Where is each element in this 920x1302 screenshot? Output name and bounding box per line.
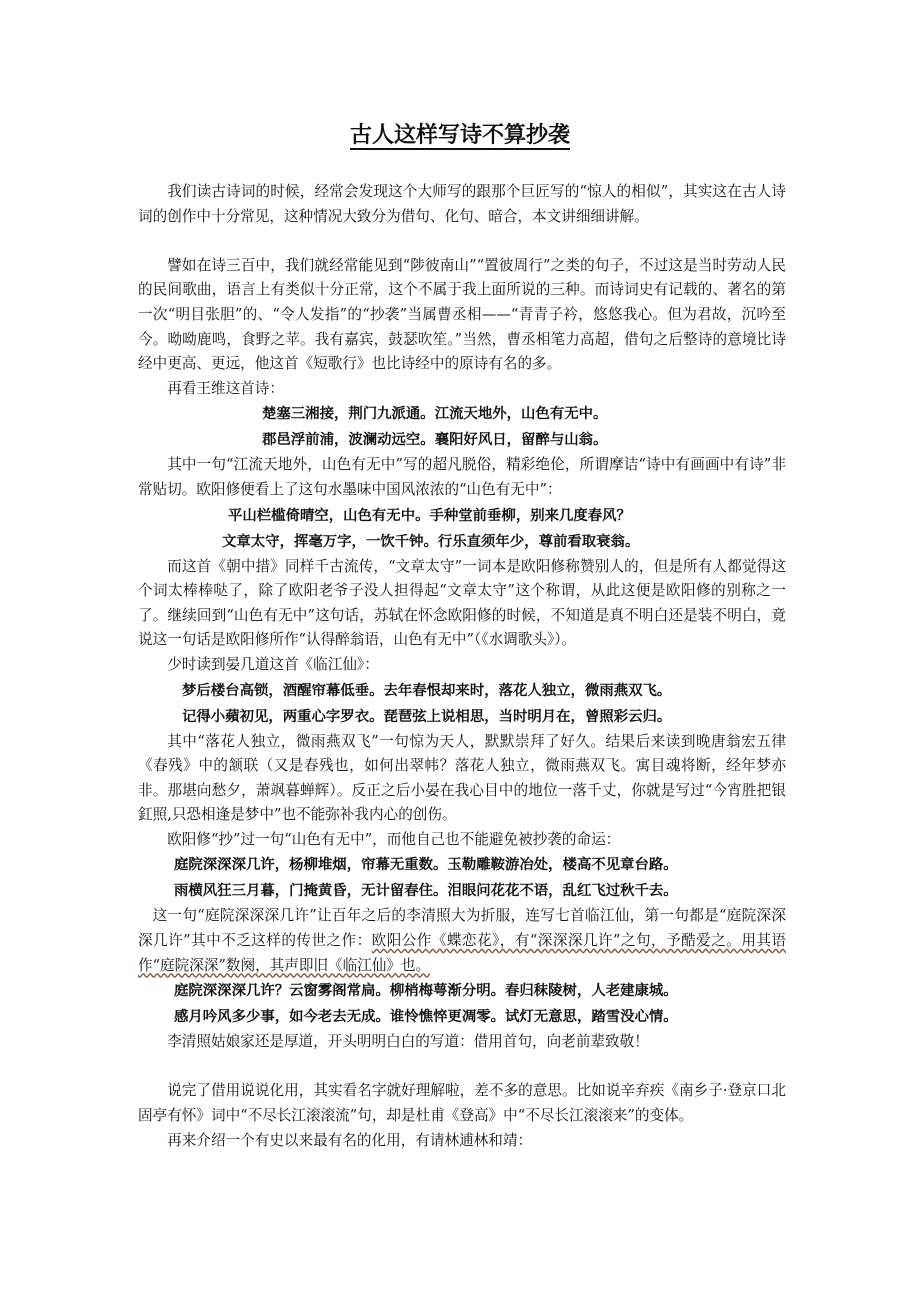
paragraph-yan-comment: 其中“落花人独立，微雨燕双飞”一句惊为天人，默默崇拜了好久。结果后来读到晚唐翁宏五律《春残》中的颔联（又是春残也，如何出翠帏？落花人独立，微雨燕双飞。寓目魂将断，经年梦亦非。那堪向愁夕，萧飒暮蝉辉）。反正之后小晏在我心目中的地位一落千丈，你就是写过“今宵胜把银釭照,只恐相逢是梦中”也不能弥补我内心的创伤。 bbox=[138, 732, 786, 824]
page-title bbox=[0, 118, 920, 149]
verse-line: 楚塞三湘接，荆门九派通。江流天地外，山色有无中。 bbox=[262, 406, 608, 423]
verse-line: 庭院深深深几许？云窗雾阁常扃。柳梢梅萼渐分明。春归秣陵树，人老建康城。 bbox=[174, 983, 678, 1000]
paragraph-huayong: 说完了借用说说化用，其实看名字就好理解啦，差不多的意思。比如说辛弃疾《南乡子·登京口北固亭有怀》词中“不尽长江滚滚流”句，却是杜甫《登高》中“不尽长江滚滚来”的变体。 bbox=[138, 1082, 786, 1125]
liqingzhao-quote: 欧阳公作《蝶恋花》，有“深深深几许”之句，予酷爱之。用其语作“庭院深深”数阕，其声即旧《临江仙》也。 bbox=[138, 932, 787, 974]
article-body bbox=[138, 180, 786, 1153]
paragraph-wangwei-intro: 再看王维这首诗： bbox=[167, 379, 284, 397]
verse-line: 文章太守，挥毫万字，一饮千钟。行乐直须年少，尊前看取衰翁。 bbox=[222, 533, 640, 550]
verse-line: 感月吟风多少事，如今老去无成。谁怜憔悴更凋零。试灯无意思，踏雪没心情。 bbox=[174, 1009, 678, 1026]
paragraph-intro: 我们读古诗词的时候，经常会发现这个大师写的跟那个巨匠写的“惊人的相似”，其实这在古人诗词的创作中十分常见，这种情况大致分为借句、化句、暗合，本文讲细细讲解。 bbox=[138, 183, 786, 225]
verse-line: 梦后楼台高锁，酒醒帘幕低垂。去年春恨却来时，落花人独立，微雨燕双飞。 bbox=[182, 682, 672, 699]
verse-line: 记得小蘋初见，两重心字罗衣。琵琶弦上说相思，当时明月在，曾照彩云归。 bbox=[182, 708, 672, 725]
paragraph-yan-intro: 少时读到晏几道这首《临江仙》： bbox=[167, 655, 379, 673]
paragraph-ouyang-fate: 欧阳修“抄”过一句“山色有无中”，而他自己也不能避免被抄袭的命运： bbox=[167, 830, 621, 848]
verse-line: 郡邑浮前浦，波澜动远空。襄阳好风日，留醉与山翁。 bbox=[262, 432, 608, 449]
verse-line: 雨横风狂三月暮，门掩黄昏，无计留春住。泪眼问花花不语，乱红飞过秋千去。 bbox=[174, 883, 678, 900]
paragraph-linbu: 再来介绍一个有史以来最有名的化用，有请林逋林和靖： bbox=[167, 1131, 533, 1149]
paragraph-shijing: 譬如在诗三百中，我们就经常能见到“陟彼南山”“置彼周行”之类的句子，不过这是当时劳动人民的民间歌曲，语言上有类似十分正常，这个不属于我上面所说的三种。而诗词史有记载的、著名的第一次“明目张胆”的、“令人发指”的“抄袭”当属曹丞相——“青青子衿，悠悠我心。但为君故，沉吟至今。呦呦鹿鸣，食野之苹。我有嘉宾，鼓瑟吹笙。”当然，曹丞相笔力高超，借句之后整诗的意境比诗经中更高、更远，他这首《短歌行》也比诗经中的原诗有名的多。 bbox=[138, 256, 786, 373]
title-text: 古人这样写诗不算抄袭 bbox=[349, 123, 570, 148]
paragraph-wangwei-comment: 其中一句“江流天地外，山色有无中”写的超凡脱俗，精彩绝伦，所谓摩诘“诗中有画画中有诗”非常贴切。欧阳修便看上了这句水墨味中国风浓浓的“山色有无中”： bbox=[138, 456, 786, 498]
spacer bbox=[138, 1055, 786, 1080]
verse-line: 平山栏槛倚晴空，山色有无中。手种堂前垂柳，别来几度春风？ bbox=[228, 507, 631, 524]
verse-line: 庭院深深深几许，杨柳堆烟，帘幕无重数。玉勒雕鞍游冶处，楼高不见章台路。 bbox=[174, 857, 678, 874]
liqingzhao-main-text: 这一句“庭院深深深几许”让百年之后的李清照大为折服，连写七首临江仙，第一句都是“庭院深深深几许”其中不乏这样的传世之作： bbox=[138, 907, 786, 950]
paragraph-liqingzhao bbox=[138, 904, 786, 978]
paragraph-ouyang-comment: 而这首《朝中措》同样千古流传，“文章太守”一词本是欧阳修称赞别人的，但是所有人都觉得这个词太棒棒哒了，除了欧阳老爷子没人担得起“文章太守”这个称谓，从此这便是欧阳修的别称之一了。继续回到“山色有无中”这句话，苏轼在怀念欧阳修的时候，不知道是真不明白还是装不明白，竟说这一句话是欧阳修所作“认得醉翁语，山色有无中”（《水调歌头》）。 bbox=[138, 557, 786, 649]
paragraph-liqingzhao-end: 李清照姑娘家还是厚道，开头明明白白的写道：借用首句，向老前辈致敬！ bbox=[167, 1033, 649, 1051]
spacer bbox=[138, 229, 786, 254]
